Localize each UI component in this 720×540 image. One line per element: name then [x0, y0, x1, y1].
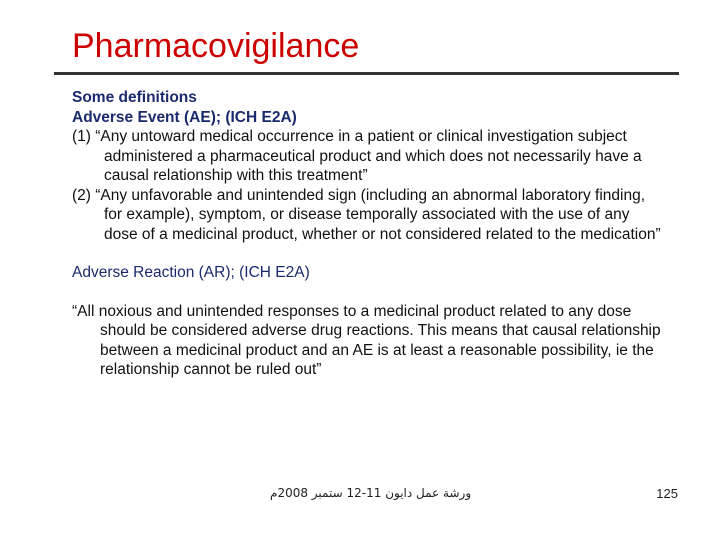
ar-definition: “All noxious and unintended responses to a medicinal product related to any dose should be considered adverse drug reactions. This means that causal relationship between a medicinal product and an AE is at least a reasonable possibility, ie the relationship cannot be ruled out” [72, 302, 661, 378]
subtitle: Some definitions [72, 89, 197, 106]
slide-footer [0, 486, 720, 506]
page-number: 125 [656, 486, 678, 501]
ae-definition-2: (2) “Any unfavorable and unintended sign (including an abnormal laboratory finding, for example), symptom, or disease temporally associated with the use of any dose of a medicinal product, whether or not considered related to the medication” [72, 186, 661, 243]
ae-definition-1: (1) “Any untoward medical occurrence in a patient or clinical investigation subject administered a pharmaceutical product and which does not necessarily have a causal relationship with this treatment” [72, 128, 642, 184]
ar-heading: Adverse Reaction (AR); (ICH E2A) [72, 264, 310, 281]
ae-heading: Adverse Event (AE); (ICH E2A) [72, 108, 297, 126]
title-divider [54, 72, 679, 75]
slide-title: Pharmacovigilance [72, 27, 360, 65]
footer-event-text: ورشة عمل دايون 11-12 ستمبر 2008م [270, 486, 472, 500]
slide-body [72, 88, 662, 395]
